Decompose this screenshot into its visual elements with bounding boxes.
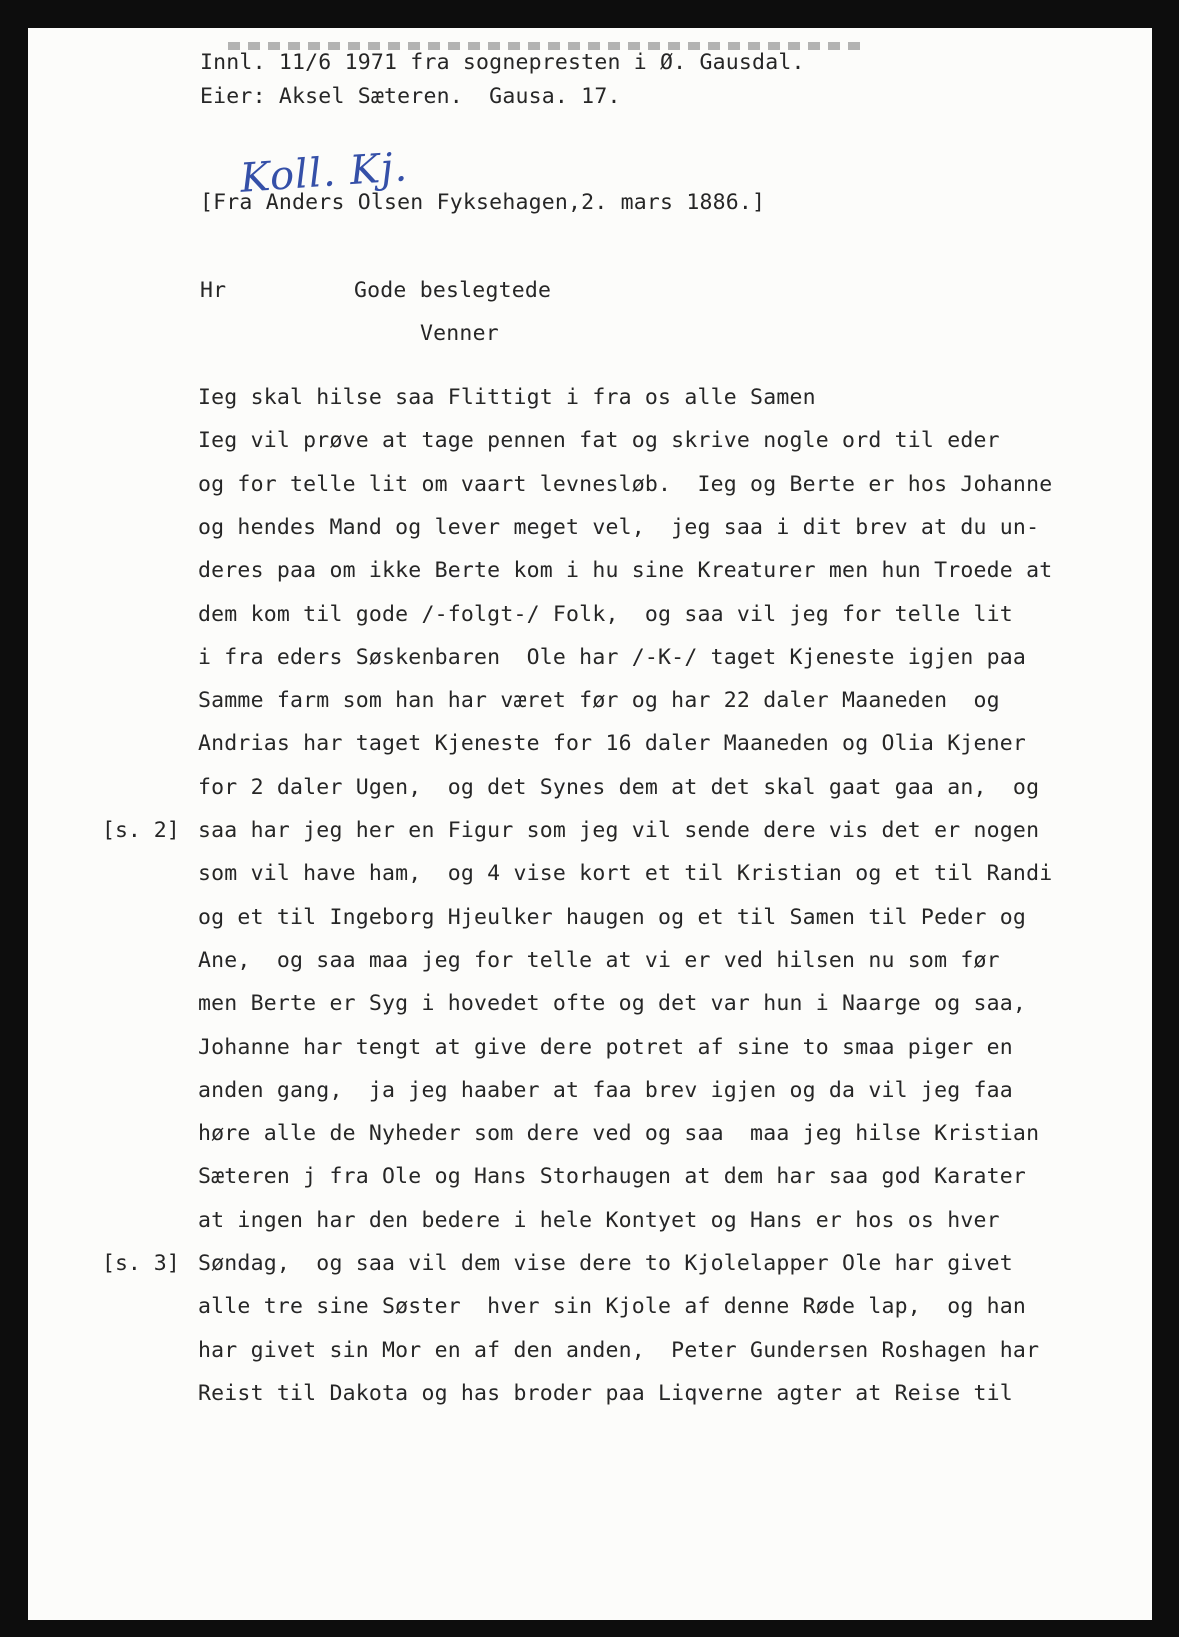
body-line: høre alle de Nyheder som dere ved og saa maa jeg hilse Kristian [198,1121,1040,1147]
body-line: Samme farm som han har været før og har 22 daler Maaneden og [198,688,1000,714]
body-line: for 2 daler Ugen, og det Synes dem at det skal gaat gaa an, og [198,774,1040,800]
salutation-line-2: Venner [420,321,499,346]
body-line: har givet sin Mor en af den anden, Peter Gundersen Roshagen har [198,1337,1040,1363]
body-line: Andrias har taget Kjeneste for 16 daler Maaneden og Olia Kjener [198,731,1027,757]
body-line: i fra eders Søskenbaren Ole har /-K-/ taget Kjeneste igjen paa [198,644,1027,670]
cut-off-header-text [228,42,868,50]
body-line: saa har jeg her en Figur som jeg vil sende dere vis det er nogen [198,818,1040,843]
body-line: Sæteren j fra Ole og Hans Storhaugen at dem har saa god Karater [198,1164,1027,1190]
body-line: at ingen har den bedere i hele Kontyet og Hans er hos os hver [198,1207,1000,1233]
document-page [28,28,1152,1620]
body-line: og et til Ingeborg Hjeulker haugen og et til Samen til Peder og [198,904,1027,930]
salutation-line-1: Gode beslegtede [354,278,552,303]
body-line: og for telle lit om vaart levnesløb. Ieg og Berte er hos Johanne [198,471,1053,497]
body-line: som vil have ham, og 4 vise kort et til Kristian og et til Randi [198,861,1053,887]
salutation-hr: Hr [200,278,227,303]
body-line: dem kom til gode /-folgt-/ Folk, og saa vil jeg for telle lit [198,601,1013,627]
body-line: Ane, og saa maa jeg for telle at vi er ved hilsen nu som før [198,947,1000,973]
header-line-2: Eier: Aksel Sæteren. Gausa. 17. [200,84,621,109]
body-line: og hendes Mand og lever meget vel, jeg saa i dit brev at du un- [198,514,1040,540]
body-line: deres paa om ikke Berte kom i hu sine Kreaturer men hun Troede at [198,558,1053,584]
body-line: Reist til Dakota og has broder paa Liqverne agter at Reise til [198,1380,1013,1406]
body-line: Søndag, og saa vil dem vise dere to Kjolelapper Ole har givet [198,1251,1013,1276]
body-line: Johanne har tengt at give dere potret af sine to smaa piger en [198,1034,1013,1060]
body-line: alle tre sine Søster hver sin Kjole af denne Røde lap, og han [198,1294,1027,1320]
body-line: anden gang, ja jeg haaber at faa brev igjen og da vil jeg faa [198,1077,1013,1103]
body-line: men Berte er Syg i hovedet ofte og det var hun i Naarge og saa, [198,991,1027,1017]
handwritten-note: Koll. Kj. [238,144,410,202]
body-line: Ieg skal hilse saa Flittigt i fra os alle Samen [198,385,816,410]
source-note: [Fra Anders Olsen Fyksehagen,2. mars 1886.] [200,190,766,215]
page-ref-label: [s. 2] [102,818,180,843]
page-ref-label: [s. 3] [102,1251,180,1276]
header-line-1: Innl. 11/6 1971 fra sognepresten i Ø. Gausdal. [200,50,805,75]
body-line: Ieg vil prøve at tage pennen fat og skrive nogle ord til eder [198,428,1000,454]
